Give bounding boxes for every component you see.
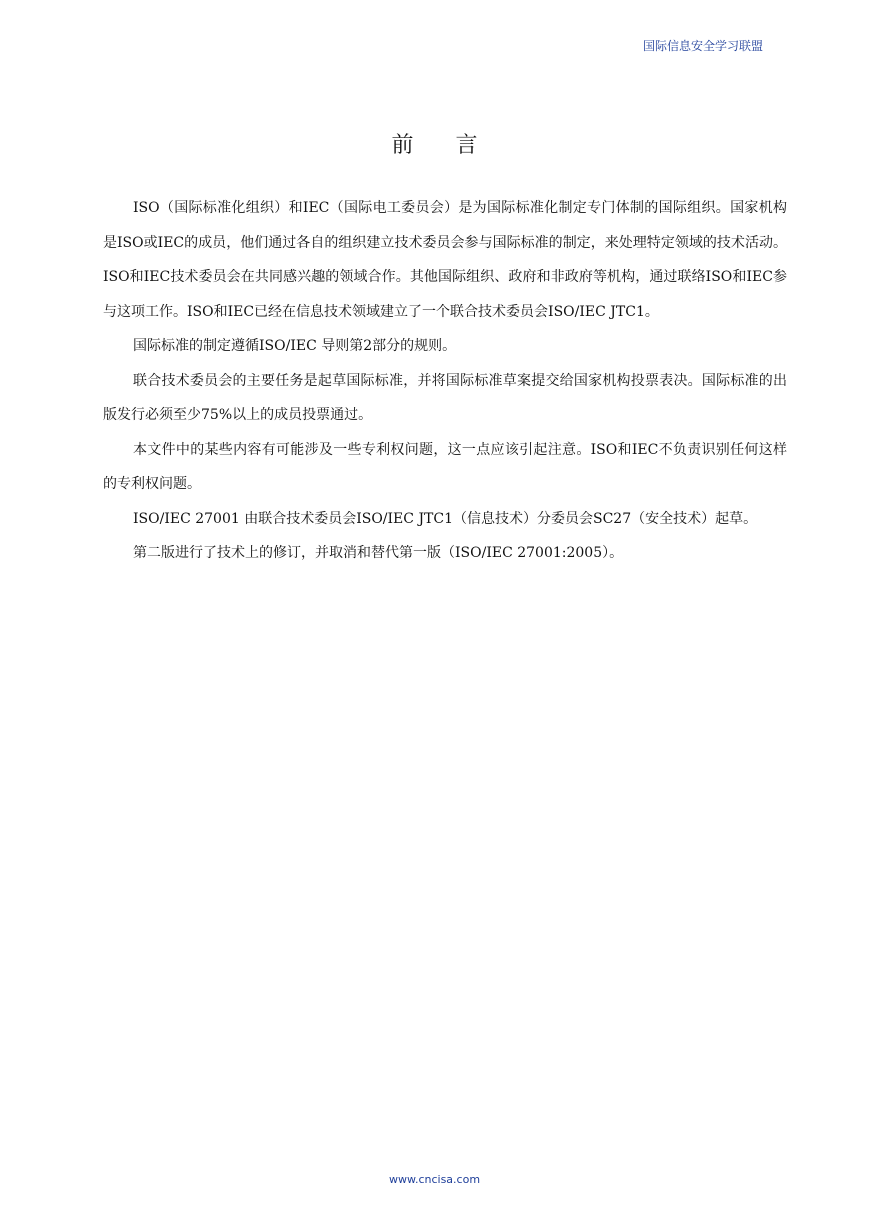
page-title: 前言 xyxy=(391,133,520,158)
paragraph-directives: 国际标准的制定遵循ISO/IEC 导则第2部分的规则。 xyxy=(133,338,457,354)
paragraph-main-task: 联合技术委员会的主要任务是起草国际标准，并将国际标准草案提交给国家机构投票表决。国际标准的出版发行必须至少75%以上的成员投票通过。 xyxy=(103,372,787,423)
header-brand: 国际信息安全学习联盟 xyxy=(642,39,763,53)
document-body xyxy=(103,191,787,571)
paragraph-prepared-by: ISO/IEC 27001 由联合技术委员会ISO/IEC JTC1（信息技术）分委员会SC27（安全技术）起草。 xyxy=(133,510,758,527)
paragraph-intro: ISO（国际标准化组织）和IEC（国际电工委员会）是为国际标准化制定专门体制的国际组织。国家机构是ISO或IEC的成员，他们通过各自的组织建立技术委员会参与国际标准的制定，来处理特定领域的技术活动。ISO和IEC技术委员会在共同感兴趣的领域合作。其他国际组织、政府和非政府等机构，通过联络ISO和IEC参与这项工作。ISO和IEC已经在信息技术领域建立了一个联合技术委员会ISO/IEC JTC1。 xyxy=(103,200,787,320)
footer-url[interactable]: www.cncisa.com xyxy=(388,1173,481,1186)
paragraph-edition: 第二版进行了技术上的修订，并取消和替代第一版（ISO/IEC 27001:2005）。 xyxy=(133,545,624,561)
paragraph-patents: 本文件中的某些内容有可能涉及一些专利权问题，这一点应该引起注意。ISO和IEC不负责识别任何这样的专利权问题。 xyxy=(103,441,787,492)
